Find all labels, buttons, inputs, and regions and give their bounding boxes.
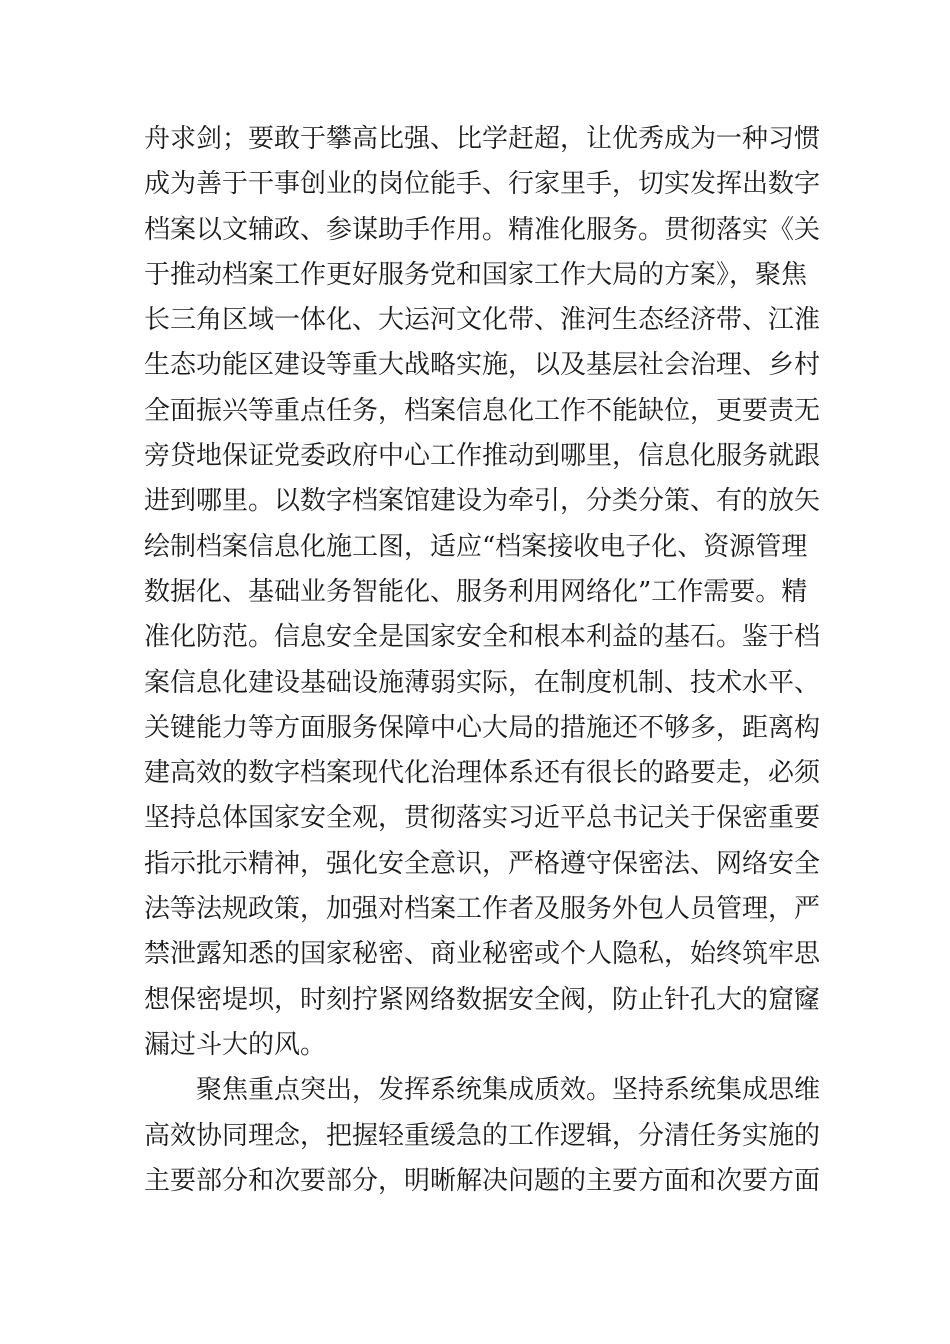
- text-line: 禁泄露知悉的国家秘密、商业秘密或个人隐私，始终筑牢思: [144, 939, 821, 970]
- text-line: 舟求剑；要敢于攀高比强、比学赶超，让优秀成为一种习惯: [144, 124, 821, 154]
- paragraph-start-line: 聚焦重点突出，发挥系统集成质效。坚持系统集成思维: [196, 1075, 821, 1106]
- text-line: 漏过斗大的风。: [144, 1029, 327, 1060]
- text-line: 长三角区域一体化、大运河文化带、淮河生态经济带、江淮: [144, 305, 821, 336]
- text-line: 生态功能区建设等重大战略实施，以及基层社会治理、乡村: [144, 350, 821, 381]
- text-line: 建高效的数字档案现代化治理体系还有很长的路要走，必须: [144, 758, 821, 789]
- text-line: 数据化、基础业务智能化、服务利用网络化”工作需要。精: [144, 576, 808, 607]
- text-line: 于推动档案工作更好服务党和国家工作大局的方案》，聚焦: [144, 259, 808, 290]
- text-line: 档案以文辅政、参谋助手作用。精准化服务。贯彻落实《关: [144, 214, 821, 245]
- body-text: [144, 117, 824, 1204]
- text-line: 想保密堤坝，时刻拧紧网络数据安全阀，防止针孔大的窟窿: [144, 984, 821, 1015]
- text-line: 案信息化建设基础设施薄弱实际，在制度机制、技术水平、: [144, 667, 821, 698]
- text-line: 法等法规政策，加强对档案工作者及服务外包人员管理，严: [144, 894, 821, 925]
- text-line: 坚持总体国家安全观，贯彻落实习近平总书记关于保密重要: [144, 803, 821, 834]
- text-line: 主要部分和次要部分，明晰解决问题的主要方面和次要方面: [144, 1165, 821, 1196]
- text-line: 指示批示精神，强化安全意识，严格遵守保密法、网络安全: [144, 848, 821, 879]
- text-line: 准化防范。信息安全是国家安全和根本利益的基石。鉴于档: [144, 622, 821, 653]
- text-line: 成为善于干事创业的岗位能手、行家里手，切实发挥出数字: [144, 169, 821, 200]
- text-line: 关键能力等方面服务保障中心大局的措施还不够多，距离构: [144, 712, 821, 743]
- text-line: 绘制档案信息化施工图，适应“档案接收电子化、资源管理: [144, 531, 808, 562]
- text-line: 旁贷地保证党委政府中心工作推动到哪里，信息化服务就跟: [144, 441, 821, 472]
- text-line: 进到哪里。以数字档案馆建设为牵引，分类分策、有的放矢: [144, 486, 821, 517]
- text-line: 高效协同理念，把握轻重缓急的工作逻辑，分清任务实施的: [144, 1120, 821, 1151]
- text-line: 全面振兴等重点任务，档案信息化工作不能缺位，更要责无: [144, 395, 821, 426]
